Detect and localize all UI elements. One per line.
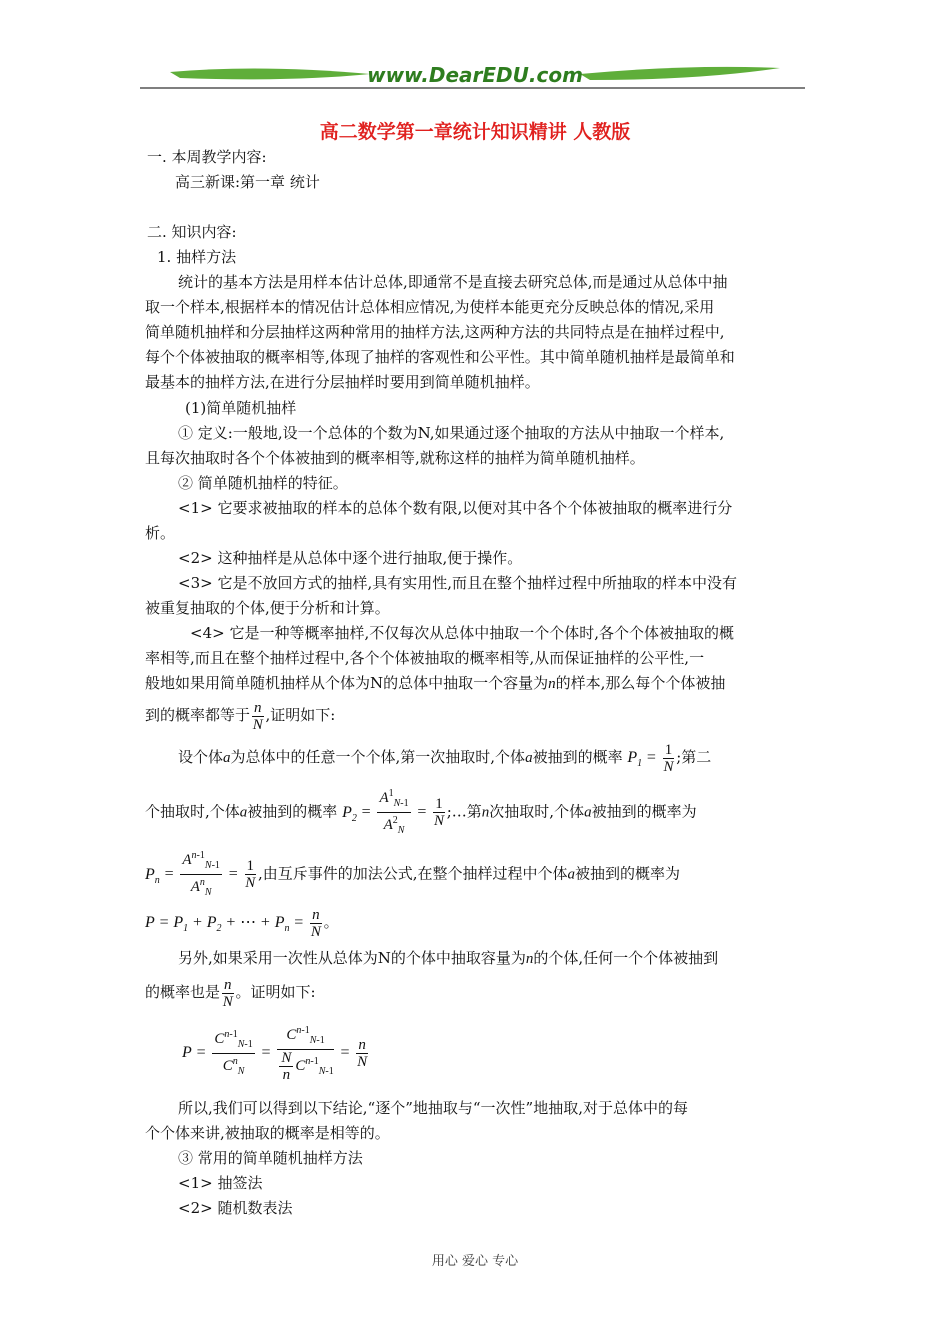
alt-line: 另外,如果采用一次性从总体为N的个体中抽取容量为n的个体,任何一个个体被抽到	[178, 949, 719, 967]
equals-sign: =	[417, 803, 427, 821]
proof-line	[145, 848, 680, 903]
text-run: 设个体	[178, 748, 224, 766]
header-logo	[140, 58, 810, 98]
text-run: 到的概率都等于	[145, 706, 251, 724]
fraction-1-over-N: $\frac{1}{N}$	[245, 858, 256, 891]
fraction-n-over-N: $\frac{n}{N}$	[310, 906, 321, 940]
feature-line: 析。	[145, 524, 176, 542]
feature-line	[145, 673, 725, 694]
combination-formula: P = $\frac{C^{n-1}_{N-1}}{C^n_N}$ = $C^{n-1}_{N-1}$ $\frac{N}{n}$ $C^{n-1}_{N-1}$ = $\frac{n}{N}$	[182, 1025, 368, 1083]
text-run: 被抽到的概率	[247, 802, 338, 821]
text-run: ,由互斥事件的加法公式,在整个抽样过程中个体	[258, 864, 568, 883]
math-var: a	[525, 750, 533, 766]
method-item: <2> 随机数表法	[178, 1199, 293, 1217]
proof-line	[145, 786, 697, 841]
paragraph-line: 简单随机抽样和分层抽样这两种常用的抽样方法,这两种方法的共同特点是在抽样过程中,	[145, 323, 725, 341]
proof-line	[178, 738, 711, 783]
math-P1: $P_1$	[627, 749, 643, 770]
fraction-1-over-N: $\frac{1}{N}$	[433, 796, 444, 829]
definition-line: 且每次抽取时各个个体被抽到的概率相等,就称这样的抽样为简单随机抽样。	[145, 449, 645, 467]
logo-swoosh-left	[170, 68, 370, 79]
paragraph-line: 取一个样本,根据样本的情况估计总体相应情况,为使样本能更充分反映总体的情况,采用	[145, 298, 715, 316]
definition-line: ① 定义:一般地,设一个总体的个数为N,如果通过逐个抽取的方法从中抽取一个样本,	[178, 424, 725, 442]
logo-text: www.DearEDU.com	[367, 63, 583, 87]
denominator: N	[252, 716, 263, 733]
text-run: 的样本,那么每个个体被抽	[555, 674, 726, 692]
equals-sign: =	[646, 749, 656, 766]
fraction-A-ratio: $\frac{A^1_{N-1}}{A^2_N}$	[379, 788, 409, 836]
feature-line: 被重复抽取的个体,便于分析和计算。	[145, 599, 390, 617]
section-heading-1: 一. 本周教学内容:	[147, 148, 267, 166]
conclusion-line: 个个体来讲,被抽取的概率是相等的。	[145, 1124, 390, 1142]
math-Pn: $P_n$	[145, 865, 160, 886]
text-run: 个抽取时,个体	[145, 802, 240, 821]
features-heading: ② 简单随机抽样的特征。	[178, 474, 348, 492]
fraction-An-ratio: $\frac{A^{n-1}_{N-1}}{A^n_N}$	[182, 850, 220, 898]
alt-line: 的概率也是 $\frac{n}{N}$ 。证明如下:	[145, 976, 316, 1010]
text-run: 次抽取时,个体	[489, 802, 585, 821]
conclusion-line: 所以,我们可以得到以下结论,“逐个”地抽取与“一次性”地抽取,对于总体中的每	[178, 1099, 688, 1117]
math-P2: $P_2$	[342, 803, 357, 824]
equals-sign: =	[361, 803, 371, 821]
section-1-content: 高三新课:第一章 统计	[175, 173, 320, 191]
math-var: a	[567, 866, 576, 883]
feature-line: <3> 它是不放回方式的抽样,具有实用性,而且在整个抽样过程中所抽取的样本中没有	[178, 574, 737, 592]
text-run: 被抽到的概率为	[591, 802, 697, 821]
text-run: 为总体中的任意一个个体,第一次抽取时,个体	[230, 748, 526, 766]
text-run: 般地如果用简单随机抽样从个体为N的总体中抽取一个容量为	[145, 674, 549, 692]
text-run: 被抽到的概率	[532, 748, 623, 766]
math-var: a	[584, 804, 592, 821]
page-title: 高二数学第一章统计知识精讲 人教版	[319, 121, 631, 143]
fraction-1-over-N: $\frac{1}{N}$	[663, 741, 674, 775]
fraction-n-over-N	[252, 700, 264, 733]
feature-line	[145, 698, 335, 733]
paragraph-line: 最基本的抽样方法,在进行分层抽样时要用到简单随机抽样。	[145, 373, 540, 391]
paragraph-line: 统计的基本方法是用样本估计总体,即通常不是直接去研究总体,而是通过从总体中抽	[178, 273, 728, 291]
equals-sign: =	[228, 865, 238, 883]
text-run: ,证明如下:	[265, 706, 336, 724]
math-var: n	[481, 804, 490, 821]
page-footer: 用心 爱心 专心	[431, 1254, 519, 1269]
methods-heading: ③ 常用的简单随机抽样方法	[178, 1149, 363, 1167]
method-item: <1> 抽签法	[178, 1174, 263, 1192]
math-var: a	[239, 804, 248, 821]
math-var: a	[223, 750, 231, 766]
fraction-n-over-N: $\frac{n}{N}$	[222, 976, 233, 1010]
text-run: ;第二	[676, 748, 712, 766]
logo-swoosh-right	[580, 67, 780, 80]
math-var: n	[548, 676, 556, 692]
text-run: ;…第	[446, 802, 482, 821]
equals-sign: =	[164, 865, 174, 883]
feature-line: <1> 它要求被抽取的样本的总体个数有限,以便对其中各个个体被抽取的概率进行分	[178, 499, 733, 517]
feature-line: <2> 这种抽样是从总体中逐个进行抽取,便于操作。	[178, 549, 523, 567]
srs-heading: (1)简单随机抽样	[185, 399, 297, 417]
text-run: 被抽到的概率为	[575, 864, 681, 883]
section-heading-2: 二. 知识内容:	[147, 223, 237, 241]
sum-formula: $P = P_1 + P_2$ + ⋯ + $P_n$ = $\frac{n}{N}$ 。	[145, 906, 339, 940]
feature-line: 率相等,而且在整个抽样过程中,各个个体被抽取的概率相等,从而保证抽样的公平性,一	[145, 649, 705, 667]
numerator: n	[254, 699, 262, 716]
subsection-heading: 1. 抽样方法	[157, 248, 237, 266]
feature-line: <4> 它是一种等概率抽样,不仅每次从总体中抽取一个个体时,各个个体被抽取的概	[190, 624, 734, 642]
paragraph-line: 每个个体被抽取的概率相等,体现了抽样的客观性和公平性。其中简单随机抽样是最简单和	[145, 348, 735, 366]
